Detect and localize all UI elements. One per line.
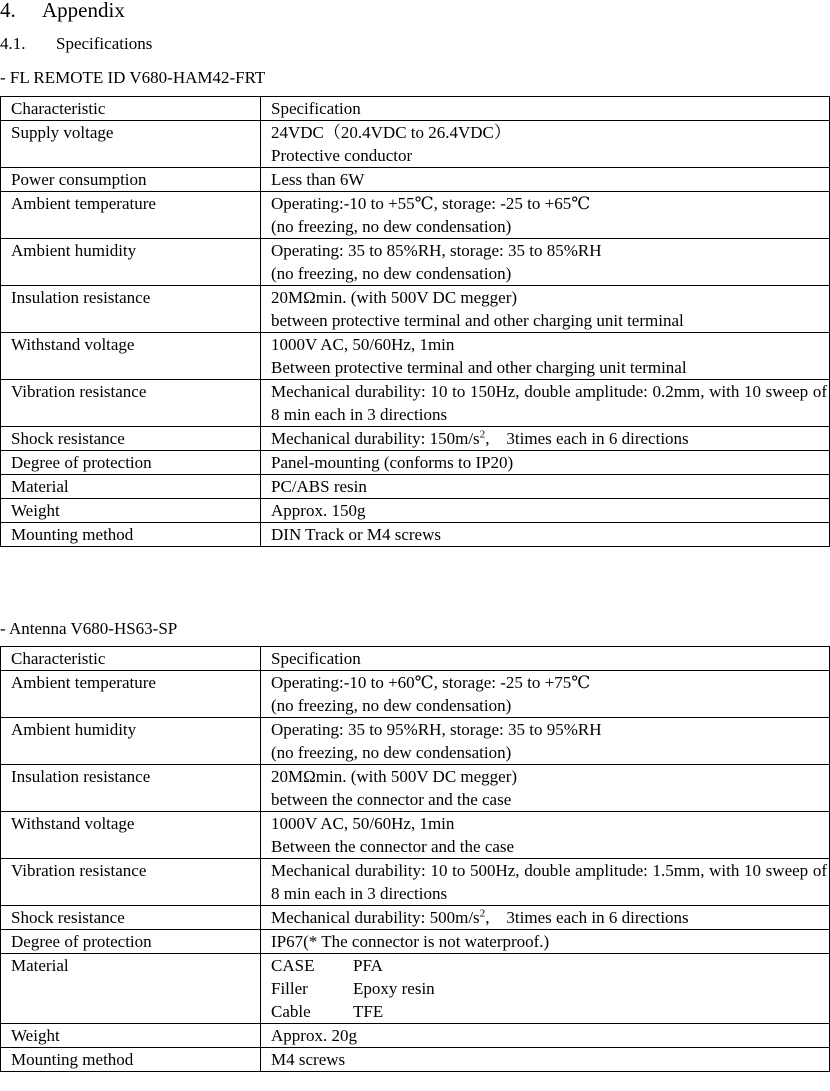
table-row: [1, 239, 830, 286]
spec-line: 24VDC（20.4VDC to 26.4VDC）: [271, 123, 511, 142]
subsection-heading: [0, 33, 152, 55]
characteristic-label: Insulation resistance: [1, 765, 261, 812]
specification-value: [261, 168, 830, 192]
material-line: [271, 1000, 827, 1023]
specification-value: [261, 523, 830, 547]
spec-superscript: 2: [479, 907, 486, 920]
spec-line: Approx. 150g: [271, 501, 366, 520]
specification-value: [261, 333, 830, 380]
table-row: [1, 192, 830, 239]
spec-table-remote-id: [0, 96, 830, 547]
characteristic-label: Weight: [1, 499, 261, 523]
spec-text: Mechanical durability: 10 to 500Hz, double amplitude: 1.5mm, with 10 sweep of 8 min each in 3 directions: [271, 861, 827, 903]
table-row: [1, 333, 830, 380]
spec-line: Operating:-10 to +60℃, storage: -25 to +75℃: [271, 673, 591, 692]
table-row: [1, 499, 830, 523]
spec-line: Protective conductor: [271, 146, 413, 165]
spec-superscript: 2: [479, 428, 486, 441]
header-specification: Specification: [261, 647, 830, 671]
spec-line: Operating:-10 to +55℃, storage: -25 to +65℃: [271, 194, 591, 213]
specification-value: [261, 239, 830, 286]
table-row: [1, 930, 830, 954]
section-number: 4.: [0, 0, 16, 22]
material-line: [271, 954, 827, 977]
table-row: [1, 451, 830, 475]
table-row: [1, 121, 830, 168]
spec-line: Operating: 35 to 95%RH, storage: 35 to 95%RH: [271, 720, 602, 739]
section-heading: [0, 0, 125, 23]
material-value: PFA: [353, 956, 383, 975]
header-characteristic: Characteristic: [1, 647, 261, 671]
spec-text-after: , 3times each in 6 directions: [485, 908, 689, 927]
characteristic-label: Mounting method: [1, 1048, 261, 1072]
material-part: CASE: [271, 956, 315, 975]
specification-value: [261, 121, 830, 168]
specification-value: [261, 499, 830, 523]
subsection-title: Specifications: [56, 34, 153, 53]
characteristic-label: Ambient temperature: [1, 192, 261, 239]
spec-line: (no freezing, no dew condensation): [271, 696, 512, 715]
spec-line: Panel-mounting (conforms to IP20): [271, 453, 514, 472]
material-line: [271, 977, 827, 1000]
characteristic-label: Insulation resistance: [1, 286, 261, 333]
characteristic-label: Power consumption: [1, 168, 261, 192]
header-characteristic: Characteristic: [1, 97, 261, 121]
spec-line: between the connector and the case: [271, 790, 512, 809]
characteristic-label: Shock resistance: [1, 427, 261, 451]
spec-line: DIN Track or M4 screws: [271, 525, 441, 544]
spec-line: between protective terminal and other charging unit terminal: [271, 311, 684, 330]
specification-value: [261, 718, 830, 765]
characteristic-label: Material: [1, 954, 261, 1024]
table-header-row: [1, 97, 830, 121]
table-header-row: [1, 647, 830, 671]
spec-line: (no freezing, no dew condensation): [271, 743, 512, 762]
table-row: [1, 1048, 830, 1072]
characteristic-label: Vibration resistance: [1, 380, 261, 427]
spec-line: Operating: 35 to 85%RH, storage: 35 to 85%RH: [271, 241, 602, 260]
specification-value: [261, 812, 830, 859]
spec-line: M4 screws: [271, 1050, 346, 1069]
characteristic-label: Ambient humidity: [1, 718, 261, 765]
spec-line: PC/ABS resin: [271, 477, 367, 496]
table1-title: - FL REMOTE ID V680-HAM42-FRT: [0, 68, 266, 87]
table-row: [1, 523, 830, 547]
table-row: [1, 859, 830, 906]
specification-value: [261, 906, 830, 930]
spec-line: [271, 427, 827, 450]
header-specification: Specification: [261, 97, 830, 121]
spec-text-after: , 3times each in 6 directions: [485, 429, 689, 448]
spec-line: 1000V AC, 50/60Hz, 1min: [271, 814, 455, 833]
table-row: [1, 168, 830, 192]
spec-line: Less than 6W: [271, 170, 365, 189]
spec-line: Approx. 20g: [271, 1026, 357, 1045]
specification-value: [261, 954, 830, 1024]
table-row: [1, 380, 830, 427]
table-row: [1, 765, 830, 812]
table-row: [1, 427, 830, 451]
characteristic-label: Vibration resistance: [1, 859, 261, 906]
characteristic-label: Withstand voltage: [1, 812, 261, 859]
characteristic-label: Degree of protection: [1, 451, 261, 475]
specification-value: [261, 765, 830, 812]
characteristic-label: Shock resistance: [1, 906, 261, 930]
specification-value: [261, 1024, 830, 1048]
spec-line: 1000V AC, 50/60Hz, 1min: [271, 335, 455, 354]
material-value: Epoxy resin: [353, 979, 435, 998]
spec-line: (no freezing, no dew condensation): [271, 217, 512, 236]
table-row: [1, 286, 830, 333]
spec-line: 20MΩmin. (with 500V DC megger): [271, 288, 518, 307]
table-row: [1, 671, 830, 718]
spec-line: 20MΩmin. (with 500V DC megger): [271, 767, 518, 786]
specification-value: [261, 427, 830, 451]
table2-title: - Antenna V680-HS63-SP: [0, 619, 178, 638]
specification-value: [261, 286, 830, 333]
characteristic-label: Degree of protection: [1, 930, 261, 954]
table-row: [1, 1024, 830, 1048]
material-part: Filler: [271, 979, 308, 998]
spec-table-antenna: [0, 646, 830, 1072]
characteristic-label: Mounting method: [1, 523, 261, 547]
specification-value: [261, 451, 830, 475]
table-row: [1, 718, 830, 765]
table-row: [1, 906, 830, 930]
table-row: [1, 954, 830, 1024]
characteristic-label: Ambient temperature: [1, 671, 261, 718]
spec-text-before: Mechanical durability: 150m/s: [271, 429, 480, 448]
specification-value: [261, 930, 830, 954]
characteristic-label: Weight: [1, 1024, 261, 1048]
specification-value: [261, 475, 830, 499]
spec-text: Mechanical durability: 10 to 150Hz, double amplitude: 0.2mm, with 10 sweep of 8 min each in 3 directions: [271, 382, 827, 424]
characteristic-label: Ambient humidity: [1, 239, 261, 286]
material-value: TFE: [353, 1002, 384, 1021]
spec-line: IP67(* The connector is not waterproof.): [271, 932, 550, 951]
spec-line: Between protective terminal and other charging unit terminal: [271, 358, 687, 377]
characteristic-label: Supply voltage: [1, 121, 261, 168]
table-row: [1, 475, 830, 499]
specification-value: [261, 859, 830, 906]
spec-line: [271, 906, 827, 929]
specification-value: [261, 1048, 830, 1072]
characteristic-label: Material: [1, 475, 261, 499]
specification-value: [261, 671, 830, 718]
specification-value: [261, 192, 830, 239]
characteristic-label: Withstand voltage: [1, 333, 261, 380]
table-row: [1, 812, 830, 859]
material-part: Cable: [271, 1002, 311, 1021]
spec-line: (no freezing, no dew condensation): [271, 264, 512, 283]
spec-text-before: Mechanical durability: 500m/s: [271, 908, 480, 927]
subsection-number: 4.1.: [0, 34, 26, 53]
specification-value: [261, 380, 830, 427]
spec-line: Between the connector and the case: [271, 837, 515, 856]
section-title: Appendix: [42, 0, 125, 22]
